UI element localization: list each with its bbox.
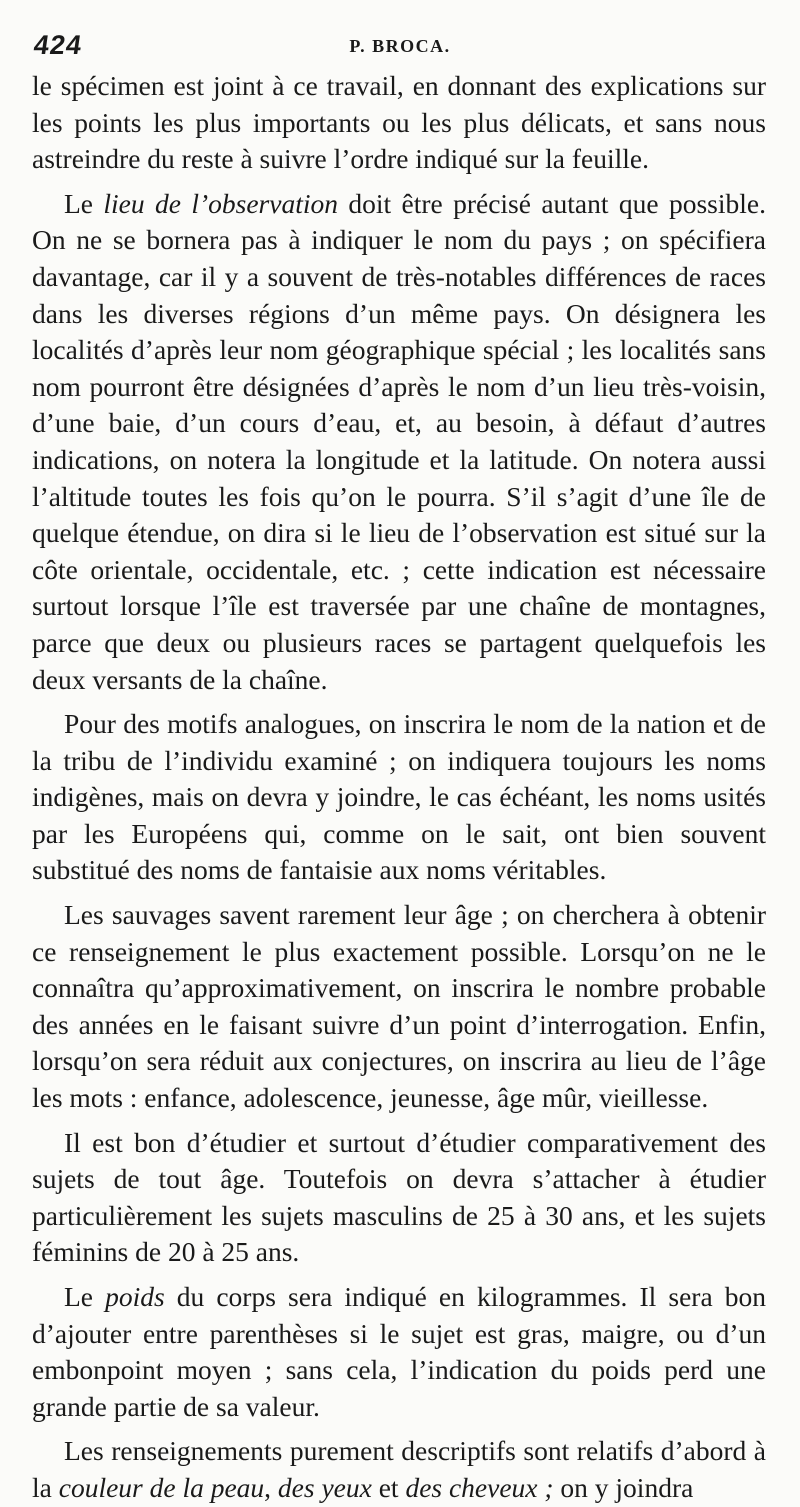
italic-term: couleur de la peau bbox=[58, 1471, 265, 1503]
text-run: Les sauvages savent rarement leur âge ; on cherchera à obtenir ce renseignement le plus exactement possible. Lorsqu’on ne le connaîtra qu’approximativement, on inscrira le nombre probable des années en le faisant suivre d’un point d’interrogation. Enfin, lorsqu’on sera réduit aux conjectures, on inscrira au lieu de l’âge les mots : enfance, adolescence, jeunesse, âge mûr, vieillesse. bbox=[32, 899, 766, 1114]
running-head: P. BROCA. bbox=[349, 36, 451, 56]
text-run: du corps sera indiqué en kilogrammes. Il sera bon d’ajouter entre parenthèses si le sujet est gras, maigre, ou d’un embonpoint moyen ; sans cela, l’indication du poids perd une grande partie de sa valeur. bbox=[32, 1281, 766, 1422]
text-run: et bbox=[371, 1471, 406, 1503]
page-header bbox=[31, 30, 766, 64]
paragraph-p0 bbox=[32, 68, 766, 178]
italic-term: des cheveux ; bbox=[405, 1471, 554, 1503]
body-text bbox=[32, 68, 766, 1507]
text-run: Il est bon d’étudier et surtout d’étudier comparativement des sujets de tout âge. Toutefois on devra s’attacher à étudier particulièrement les sujets masculins de 25 à 30 ans, et les sujets féminins de 20 à 25 ans. bbox=[32, 1126, 766, 1268]
italic-term: des yeux bbox=[277, 1471, 372, 1503]
text-run: le spécimen est joint à ce travail, en donnant des explications sur les points les plus importants ou les plus délicats, et sans nous astreindre du reste à suivre l’ordre indiqué sur la feuille. bbox=[32, 70, 766, 175]
text-run: Le bbox=[64, 187, 104, 219]
paragraph-p6 bbox=[32, 1433, 766, 1506]
paragraph-p2 bbox=[32, 706, 766, 889]
paragraph-p5 bbox=[32, 1279, 766, 1425]
italic-term: poids bbox=[105, 1281, 165, 1312]
text-run: Pour des motifs analogues, on inscrira le nom de la nation et de la tribu de l’individu examiné ; on indiquera toujours les noms indigènes, mais on devra y joindre, le cas échéant, les noms usités par les Européens qui, comme on le sait, ont bien souvent substitué des noms de fantaisie aux noms véritables. bbox=[32, 708, 766, 886]
text-run: doit être précisé autant que possible. On ne se bornera pas à indiquer le nom du pays ; on spécifiera davantage, car il y a souvent de très-notables différences de races dans les diverses régions d’un même pays. On désignera les localités d’après leur nom géographique spécial ; les localités sans nom pourront être désignées d’après le nom d’un lieu très-voisin, d’une baie, d’un cours d’eau, et, au besoin, à défaut d’autres indications, on notera la longitude et la latitude. On notera aussi l’altitude toutes les fois qu’on le pourra. S’il s’agit d’une île de quelque étendue, on dira si le lieu de l’observation est situé sur la côte orientale, occidentale, etc. ; cette indication est nécessaire surtout lorsque l’île est traversée par une chaîne de montagnes, parce que deux ou plusieurs races se partagent quelquefois les deux versants de la chaîne. bbox=[32, 187, 766, 695]
text-run: Les renseignements purement descriptifs sont relatifs d’abord à la bbox=[32, 1435, 766, 1503]
page-number: 424 bbox=[31, 30, 85, 60]
paragraph-p4 bbox=[32, 1125, 766, 1271]
text-run: on y joindra bbox=[553, 1471, 694, 1503]
italic-term: lieu de l’observation bbox=[103, 187, 338, 219]
paragraph-p3 bbox=[32, 897, 766, 1117]
text-run: Le bbox=[64, 1281, 106, 1312]
paragraph-p1 bbox=[32, 186, 766, 698]
text-run: , bbox=[264, 1471, 278, 1503]
